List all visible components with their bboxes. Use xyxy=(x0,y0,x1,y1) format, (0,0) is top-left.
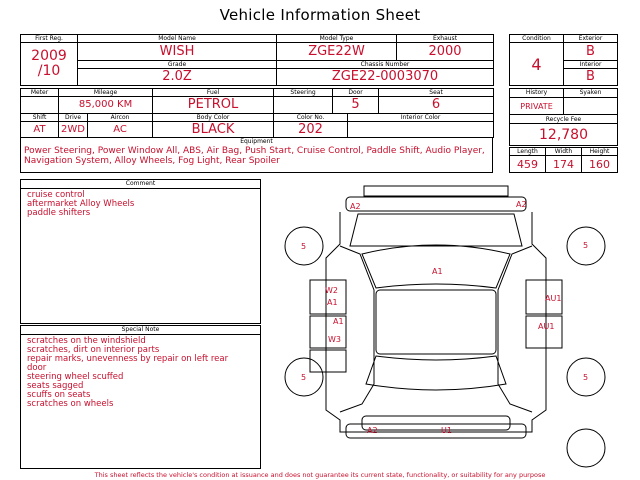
drive-label: Drive xyxy=(59,113,88,121)
shift-value: AT xyxy=(21,121,59,138)
equipment-box xyxy=(20,138,493,173)
comment-label: Comment xyxy=(21,180,260,189)
meter-value xyxy=(21,97,59,114)
mark-a1-left-front: A1 xyxy=(327,298,338,307)
special-note-box xyxy=(20,325,261,469)
mark-au1-upper: AU1 xyxy=(545,294,562,303)
recycle-fee-label: Recycle Fee xyxy=(510,115,618,124)
syaken-value xyxy=(564,97,618,115)
equipment-value: Power Steering, Power Window All, ABS, Air Bag, Push Start, Cruise Control, Paddle Shift, Audio Player, Navigation System, Alloy Wheels, Fog Light, Rear Spoiler xyxy=(24,146,485,166)
model-name-value: WISH xyxy=(78,43,277,61)
special-note-label: Special Note xyxy=(21,326,260,335)
grade-value: 2.0Z xyxy=(78,68,277,86)
front-bumper-outer xyxy=(364,186,508,196)
front-bumper xyxy=(346,197,526,211)
history-label: History xyxy=(510,89,564,98)
mark-a2-rear: A2 xyxy=(367,426,378,435)
comment-text: cruise control aftermarket Alloy Wheels paddle shifters xyxy=(27,190,135,218)
condition-table xyxy=(509,34,618,86)
chassis-number-value: ZGE22-0003070 xyxy=(277,68,494,86)
model-type-label: Model Type xyxy=(277,35,397,43)
dimensions-table xyxy=(509,147,618,173)
length-value: 459 xyxy=(510,156,546,173)
seat-value: 6 xyxy=(379,97,494,114)
condition-label: Condition xyxy=(510,35,564,43)
width-value: 174 xyxy=(546,156,582,173)
mark-w3: W3 xyxy=(328,335,341,344)
color-no-label: Color No. xyxy=(274,113,348,121)
car-damage-diagram xyxy=(270,184,620,470)
drive-value: 2WD xyxy=(59,121,88,138)
interior-value: B xyxy=(564,68,618,86)
seat-label: Seat xyxy=(379,89,494,97)
specs-table xyxy=(20,88,494,138)
model-info-table xyxy=(20,34,494,86)
shift-label: Shift xyxy=(21,113,59,121)
body-color-value: BLACK xyxy=(153,121,274,138)
steering-value xyxy=(274,97,333,114)
meter-label: Meter xyxy=(21,89,59,97)
roof xyxy=(376,290,496,354)
grade-label: Grade xyxy=(78,60,277,68)
door-value: 5 xyxy=(333,97,379,114)
history-value: PRIVATE xyxy=(510,97,564,115)
exhaust-value: 2000 xyxy=(397,43,494,61)
chassis-number-label: Chassis Number xyxy=(277,60,494,68)
rear-bumper xyxy=(362,416,510,430)
exterior-label: Exterior xyxy=(564,35,618,43)
mark-a2-front-right: A2 xyxy=(516,200,527,209)
model-type-value: ZGE22W xyxy=(277,43,397,61)
disclaimer-footer: This sheet reflects the vehicle's condition at issuance and does not guarantee its current state, functionality, or suitability for any purpose xyxy=(94,471,546,479)
height-label: Height xyxy=(582,148,618,156)
spare-wheel xyxy=(567,429,605,467)
mark-a1-left-rear: A1 xyxy=(333,317,344,326)
mark-wheel-fl: 5 xyxy=(301,242,307,251)
comment-box xyxy=(20,179,261,324)
equipment-label: Equipment xyxy=(240,138,273,145)
mark-wheel-rr: 5 xyxy=(583,373,589,382)
fuel-label: Fuel xyxy=(153,89,274,97)
mark-u1-rear: U1 xyxy=(441,426,452,435)
left-quarter xyxy=(310,350,346,372)
rear-window xyxy=(366,356,506,390)
condition-value: 4 xyxy=(510,43,564,86)
mileage-value: 85,000 KM xyxy=(59,97,153,114)
fuel-value: PETROL xyxy=(153,97,274,114)
syaken-label: Syaken xyxy=(564,89,618,98)
aircon-value: AC xyxy=(88,121,153,138)
length-label: Length xyxy=(510,148,546,156)
mark-a2-front-left: A2 xyxy=(350,202,361,211)
body-color-label: Body Color xyxy=(153,113,274,121)
mark-au1-lower: AU1 xyxy=(538,322,555,331)
interior-label: Interior xyxy=(564,60,618,68)
steering-label: Steering xyxy=(274,89,333,97)
height-value: 160 xyxy=(582,156,618,173)
history-table xyxy=(509,88,618,146)
first-reg-label: First Reg. xyxy=(21,35,78,43)
recycle-fee-value: 12,780 xyxy=(510,124,618,146)
special-note-text: scratches on the windshield scratches, dirt on interior parts repair marks, unevenness by repair on left rear door steering wheel scuffed seats sagged scuffs on seats scratches on wheels xyxy=(27,336,229,409)
aircon-label: Aircon xyxy=(88,113,153,121)
mark-wheel-fr: 5 xyxy=(583,241,589,250)
mark-wheel-rl: 5 xyxy=(301,373,307,382)
color-no-value: 202 xyxy=(274,121,348,138)
interior-color-label: Interior Color xyxy=(348,113,494,121)
width-label: Width xyxy=(546,148,582,156)
right-rear-door xyxy=(526,316,562,348)
exhaust-label: Exhaust xyxy=(397,35,494,43)
mileage-label: Mileage xyxy=(59,89,153,97)
hood xyxy=(350,214,522,246)
mark-roof: A1 xyxy=(432,267,443,276)
model-name-label: Model Name xyxy=(78,35,277,43)
sheet-title: Vehicle Information Sheet xyxy=(219,6,421,24)
first-reg-value: 2009 /10 xyxy=(21,43,78,86)
interior-color-value xyxy=(348,121,494,138)
exterior-value: B xyxy=(564,43,618,61)
mark-w2: W2 xyxy=(325,286,338,295)
door-label: Door xyxy=(333,89,379,97)
